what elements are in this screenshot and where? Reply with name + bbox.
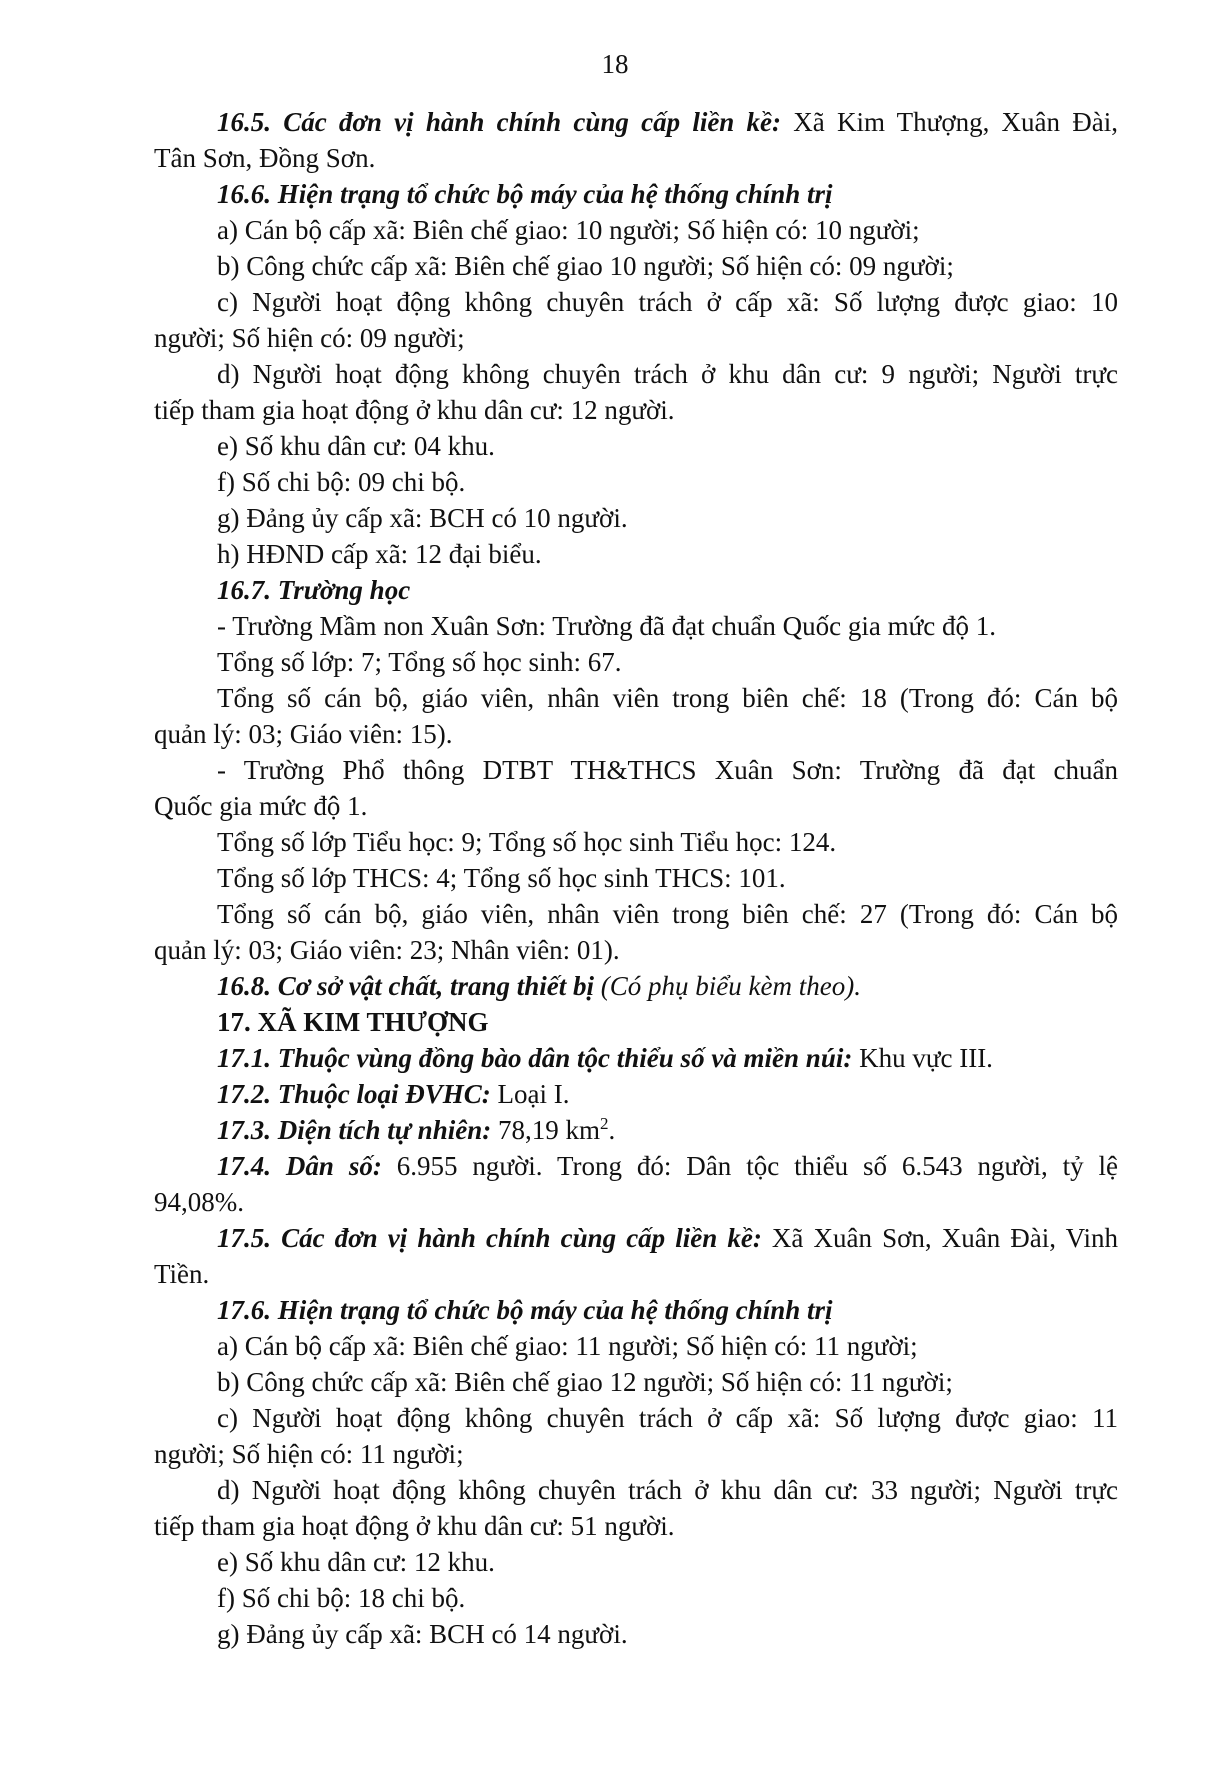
section-17-2 [154, 1076, 1118, 1112]
list-item: f) Số chi bộ: 09 chi bộ. [217, 467, 466, 497]
text-line: Tổng số cán bộ, giáo viên, nhân viên trong biên chế: 27 (Trong đó: Cán bộ [217, 899, 1118, 929]
superscript: 2 [599, 1114, 609, 1133]
heading-16-5: 16.5. Các đơn vị hành chính cùng cấp liền kề: [217, 107, 782, 137]
text-17-2: Loại I. [490, 1079, 570, 1109]
list-item: d) Người hoạt động không chuyên trách ở khu dân cư: 33 người; Người trực [217, 1475, 1118, 1505]
heading-16-8: 16.8. Cơ sở vật chất, trang thiết bị [217, 971, 595, 1001]
heading-16-6: 16.6. Hiện trạng tổ chức bộ máy của hệ thống chính trị [217, 179, 833, 209]
text-17-4: 6.955 người. Trong đó: Dân tộc thiểu số 6.543 người, tỷ lệ [381, 1151, 1118, 1181]
list-item: a) Cán bộ cấp xã: Biên chế giao: 11 người; Số hiện có: 11 người; [217, 1331, 918, 1361]
text-16-5: Xã Kim Thượng, Xuân Đài, [781, 107, 1118, 137]
text-line: tiếp tham gia hoạt động ở khu dân cư: 12 người. [154, 395, 675, 425]
text-line: Tổng số lớp THCS: 4; Tổng số học sinh THCS: 101. [217, 863, 786, 893]
text-17-5: Xã Xuân Sơn, Xuân Đài, Vinh [761, 1223, 1118, 1253]
text-line: Tiền. [154, 1259, 210, 1289]
list-item: c) Người hoạt động không chuyên trách ở cấp xã: Số lượng được giao: 10 [217, 287, 1118, 317]
list-item: - Trường Phổ thông DTBT TH&THCS Xuân Sơn: Trường đã đạt chuẩn [217, 755, 1118, 785]
list-item: b) Công chức cấp xã: Biên chế giao 10 người; Số hiện có: 09 người; [217, 251, 954, 281]
heading-17-3: 17.3. Diện tích tự nhiên: [217, 1115, 492, 1145]
section-17-5 [154, 1220, 1118, 1256]
heading-17-1: 17.1. Thuộc vùng đồng bào dân tộc thiểu số và miền núi: [217, 1043, 853, 1073]
list-item: e) Số khu dân cư: 12 khu. [217, 1547, 495, 1577]
heading-17-2: 17.2. Thuộc loại ĐVHC: [217, 1079, 491, 1109]
text-17-3: 78,19 km [491, 1115, 600, 1145]
text-line: Tổng số lớp: 7; Tổng số học sinh: 67. [217, 647, 622, 677]
text-line: người; Số hiện có: 11 người; [154, 1439, 464, 1469]
text-17-3-end: . [608, 1115, 616, 1145]
list-item: c) Người hoạt động không chuyên trách ở cấp xã: Số lượng được giao: 11 [217, 1403, 1118, 1433]
list-item: h) HĐND cấp xã: 12 đại biểu. [217, 539, 542, 569]
heading-17-6: 17.6. Hiện trạng tổ chức bộ máy của hệ thống chính trị [217, 1295, 833, 1325]
list-item: - Trường Mầm non Xuân Sơn: Trường đã đạt chuẩn Quốc gia mức độ 1. [217, 611, 996, 641]
section-17-4 [154, 1148, 1118, 1184]
list-item: b) Công chức cấp xã: Biên chế giao 12 người; Số hiện có: 11 người; [217, 1367, 953, 1397]
heading-17-4: 17.4. Dân số: [217, 1151, 382, 1181]
text-line: tiếp tham gia hoạt động ở khu dân cư: 51 người. [154, 1511, 675, 1541]
section-16-5 [154, 104, 1118, 140]
list-item: f) Số chi bộ: 18 chi bộ. [217, 1583, 466, 1613]
list-item: a) Cán bộ cấp xã: Biên chế giao: 10 người; Số hiện có: 10 người; [217, 215, 920, 245]
text-17-1: Khu vực III. [852, 1043, 993, 1073]
text-line: Tổng số lớp Tiểu học: 9; Tổng số học sinh Tiểu học: 124. [217, 827, 837, 857]
text-line: quản lý: 03; Giáo viên: 23; Nhân viên: 01). [154, 935, 620, 965]
text-line: Tổng số cán bộ, giáo viên, nhân viên trong biên chế: 18 (Trong đó: Cán bộ [217, 683, 1118, 713]
heading-17-5: 17.5. Các đơn vị hành chính cùng cấp liền kề: [217, 1223, 762, 1253]
text-line: người; Số hiện có: 09 người; [154, 323, 465, 353]
list-item: g) Đảng ủy cấp xã: BCH có 10 người. [217, 503, 628, 533]
note-16-8: (Có phụ biểu kèm theo). [594, 971, 861, 1001]
document-body [154, 104, 1118, 1652]
heading-17: 17. XÃ KIM THƯỢNG [217, 1007, 489, 1037]
section-17-3 [154, 1112, 1118, 1148]
text-line: Tân Sơn, Đồng Sơn. [154, 143, 376, 173]
list-item: d) Người hoạt động không chuyên trách ở khu dân cư: 9 người; Người trực [217, 359, 1118, 389]
page-number: 18 [601, 49, 629, 79]
section-17-1 [154, 1040, 1118, 1076]
list-item: e) Số khu dân cư: 04 khu. [217, 431, 495, 461]
list-item: g) Đảng ủy cấp xã: BCH có 14 người. [217, 1619, 628, 1649]
text-line: quản lý: 03; Giáo viên: 15). [154, 719, 453, 749]
heading-16-7: 16.7. Trường học [217, 575, 411, 605]
section-16-8 [154, 968, 1118, 1004]
text-line: 94,08%. [154, 1187, 244, 1217]
text-line: Quốc gia mức độ 1. [154, 791, 368, 821]
